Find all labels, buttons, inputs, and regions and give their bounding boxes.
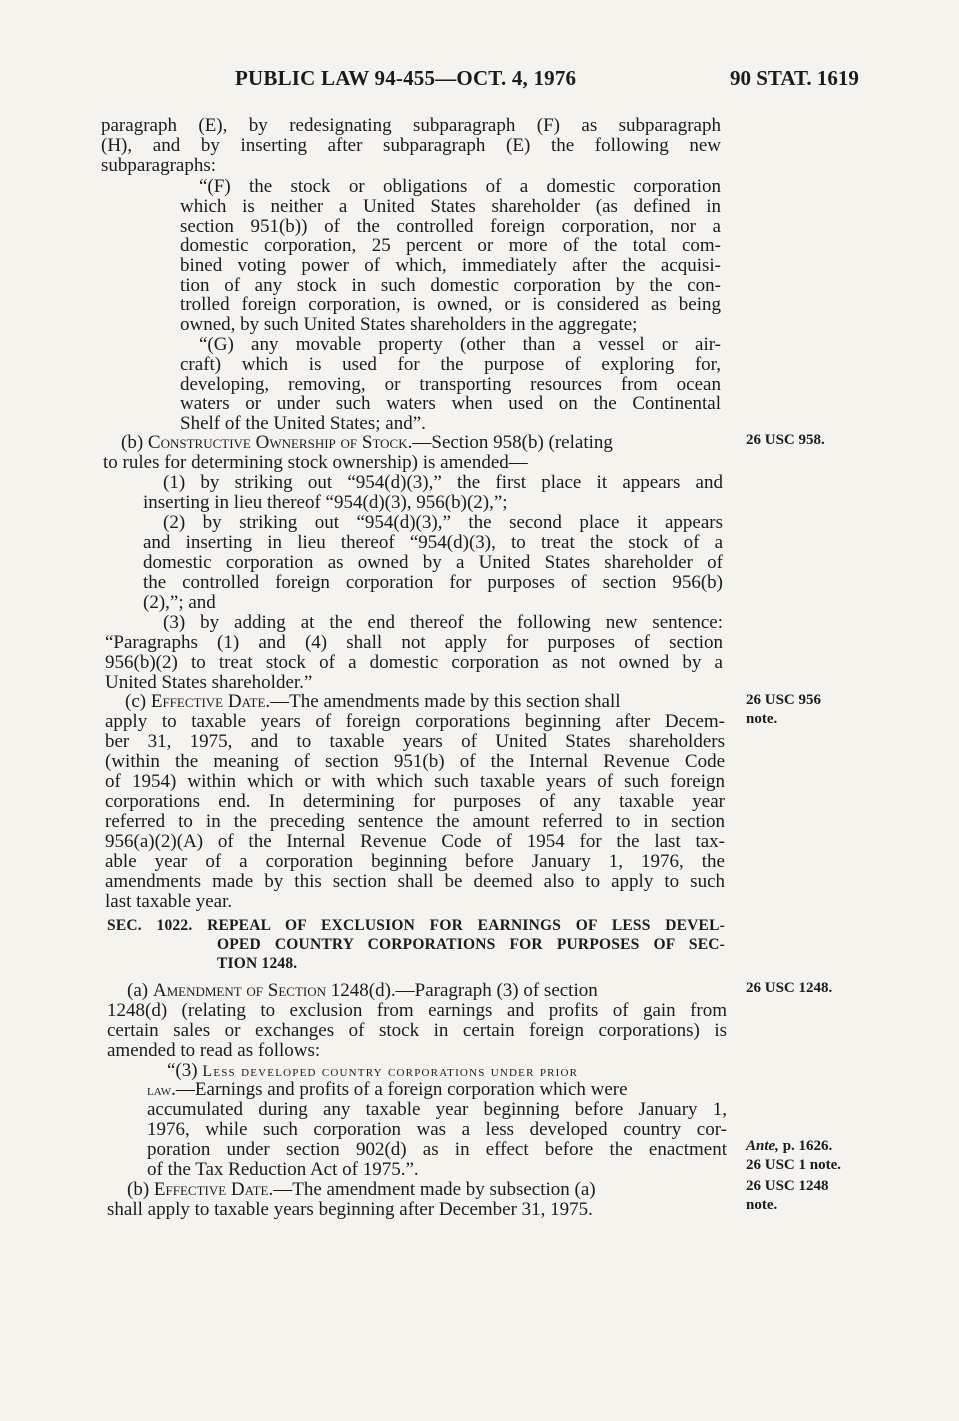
subsection-b-heading: (b) Constructive Ownership of Stock.—Section 958(b) (relating — [121, 432, 613, 453]
text-line: developing, removing, or transporting resources from ocean — [180, 375, 721, 395]
margin-note: 26 USC 1248. — [746, 980, 833, 996]
text-line: owned, by such United States shareholders in the aggregate; — [180, 314, 638, 335]
margin-note: 26 USC 958. — [746, 432, 825, 448]
text-line: “(F) the stock or obligations of a domestic corporation — [199, 177, 721, 197]
text-line: bined voting power of which, immediately after the acquisi- — [180, 256, 721, 276]
text-line: United States shareholder.” — [105, 672, 313, 693]
text-line: (1) by striking out “954(d)(3),” the first place it appears and — [163, 473, 723, 493]
text-line: paragraph (E), by redesignating subparagraph (F) as subparagraph — [101, 116, 721, 136]
text-line: trolled foreign corporation, is owned, or is considered as being — [180, 295, 721, 315]
text-line: 956(a)(2)(A) of the Internal Revenue Code of 1954 for the last tax- — [105, 832, 725, 852]
text-line: 956(b)(2) to treat stock of a domestic corporation as not owned by a — [105, 653, 723, 673]
section-heading: TION 1248. — [217, 955, 298, 972]
text-line: (3) by adding at the end thereof the following new sentence: — [163, 613, 723, 633]
text-line: of the Tax Reduction Act of 1975.”. — [147, 1159, 419, 1180]
text-line: amendments made by this section shall be deemed also to apply to such — [105, 872, 725, 892]
text-line: accumulated during any taxable year beginning before January 1, — [147, 1100, 727, 1120]
text-line: domestic corporation, 25 percent or more of the total com- — [180, 236, 721, 256]
text-line: “(G) any movable property (other than a vessel or air- — [199, 335, 721, 355]
subsection-c-heading: (c) Effective Date.—The amendments made by this section shall — [125, 691, 621, 712]
text-line: domestic corporation as owned by a United States shareholder of — [143, 553, 723, 573]
text-line: of 1954) within which or with which such taxable years of such foreign — [105, 772, 725, 792]
text-line: amended to read as follows: — [107, 1040, 321, 1061]
text-line: “Paragraphs (1) and (4) shall not apply for purposes of section — [105, 633, 723, 653]
running-header-title: PUBLIC LAW 94-455—OCT. 4, 1976 — [235, 66, 577, 90]
section-heading: OPED COUNTRY CORPORATIONS FOR PURPOSES OF SEC- — [217, 936, 725, 953]
text-line: poration under section 902(d) as in effect before the enactment — [147, 1140, 727, 1160]
margin-note: note. — [746, 711, 778, 727]
text-line: (H), and by inserting after subparagraph (E) the following new — [101, 136, 721, 156]
text-line: law.—Earnings and profits of a foreign corporation which were — [147, 1079, 628, 1100]
text-line: Shelf of the United States; and”. — [180, 413, 426, 434]
page-citation: 90 STAT. 1619 — [730, 66, 859, 90]
margin-note: 26 USC 1248 — [746, 1178, 829, 1194]
text-line: (2) by striking out “954(d)(3),” the second place it appears — [163, 513, 723, 533]
text-line: the controlled foreign corporation for purposes of section 956(b) — [143, 573, 723, 593]
text-line: (2),”; and — [143, 592, 216, 613]
text-line: 1248(d) (relating to exclusion from earnings and profits of gain from — [107, 1001, 727, 1021]
paragraph-3-heading: “(3) Less developed country corporations under prior — [167, 1060, 579, 1081]
text-line: (within the meaning of section 951(b) of the Internal Revenue Code — [105, 752, 725, 772]
text-line: waters or under such waters when used on the Continental — [180, 394, 721, 414]
text-line: to rules for determining stock ownership) is amended— — [103, 452, 528, 473]
margin-note: note. — [746, 1197, 778, 1213]
section-heading: SEC. 1022. REPEAL OF EXCLUSION FOR EARNINGS OF LESS DEVEL- — [107, 917, 725, 934]
text-line: referred to in the preceding sentence the amount referred to in section — [105, 812, 725, 832]
text-line: tion of any stock in such domestic corporation by the con- — [180, 276, 721, 296]
text-line: and inserting in lieu thereof “954(d)(3), to treat the stock of a — [143, 533, 723, 553]
margin-note: 26 USC 956 — [746, 692, 822, 708]
text-line: shall apply to taxable years beginning after December 31, 1975. — [107, 1199, 593, 1220]
text-line: apply to taxable years of foreign corporations beginning after Decem- — [105, 712, 725, 732]
text-line: certain sales or exchanges of stock in certain foreign corporations) is — [107, 1021, 727, 1041]
text-line: corporations end. In determining for purposes of any taxable year — [105, 792, 725, 812]
text-line: inserting in lieu thereof “954(d)(3), 956(b)(2),”; — [143, 492, 508, 513]
text-line: able year of a corporation beginning before January 1, 1976, the — [105, 852, 725, 872]
text-line: ber 31, 1975, and to taxable years of United States shareholders — [105, 732, 725, 752]
margin-note: 26 USC 1 note. — [746, 1157, 842, 1173]
text-line: craft) which is used for the purpose of exploring for, — [180, 355, 721, 375]
margin-note: Ante, p. 1626. — [746, 1138, 833, 1154]
text-line: 1976, while such corporation was a less developed country cor- — [147, 1120, 727, 1140]
text-line: which is neither a United States shareholder (as defined in — [180, 197, 721, 217]
text-line: subparagraphs: — [101, 155, 217, 176]
subsection-a-heading: (a) Amendment of Section 1248(d).—Paragraph (3) of section — [127, 980, 598, 1001]
text-line: last taxable year. — [105, 891, 233, 912]
text-line: section 951(b)) of the controlled foreign corporation, nor a — [180, 217, 721, 237]
subsection-b-effective-heading: (b) Effective Date.—The amendment made by subsection (a) — [127, 1179, 596, 1200]
